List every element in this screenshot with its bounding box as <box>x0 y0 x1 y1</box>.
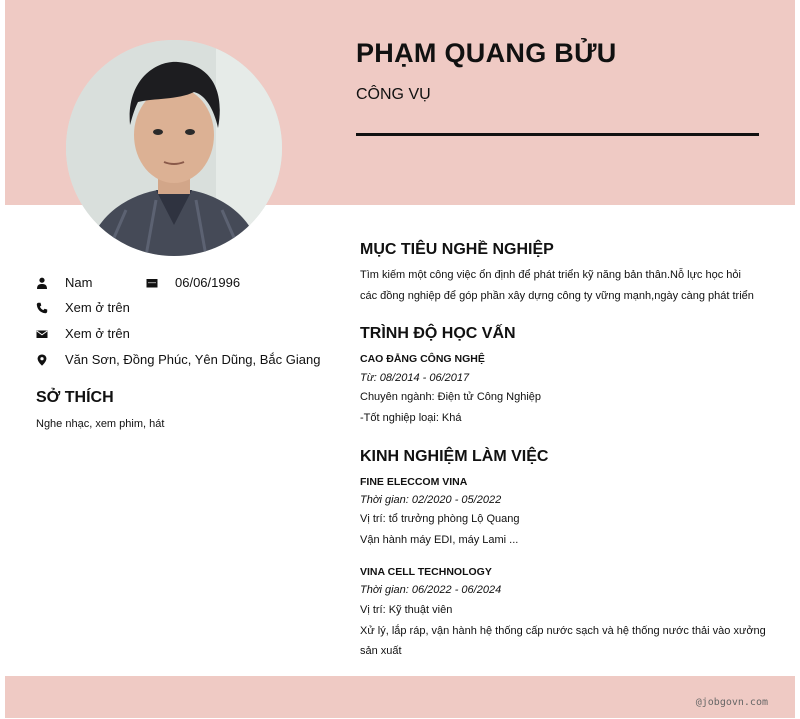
job-company: FINE ELECCOM VINA <box>360 476 468 488</box>
address-row <box>36 352 320 367</box>
profile-photo <box>66 40 282 256</box>
hobbies-text: Nghe nhạc, xem phim, hát <box>36 418 165 430</box>
email-value: Xem ở trên <box>65 326 130 341</box>
objective-heading: MỤC TIÊU NGHỀ NGHIỆP <box>360 241 554 258</box>
calendar-icon <box>146 276 168 290</box>
hobbies-heading: SỞ THÍCH <box>36 389 114 406</box>
header-divider <box>356 133 759 136</box>
education-major: Chuyên ngành: Điện tử Công Nghiệp <box>360 391 542 403</box>
phone-icon <box>36 301 58 315</box>
education-heading: TRÌNH ĐỘ HỌC VẤN <box>360 325 516 342</box>
job-description-continued: sản xuất <box>360 645 402 657</box>
map-pin-icon <box>36 353 58 367</box>
job-period: Thời gian: 02/2020 - 05/2022 <box>360 494 502 506</box>
gender-value: Nam <box>65 275 93 290</box>
objective-line-1: Tìm kiếm một công việc ổn định để phát triển kỹ năng bản thân.Nỗ lực học hỏi <box>360 269 741 281</box>
job-description: Vận hành máy EDI, máy Lami ... <box>360 534 519 546</box>
email-row <box>36 326 130 341</box>
birthdate-row <box>146 275 240 290</box>
person-icon <box>36 276 58 290</box>
education-school: CAO ĐẲNG CÔNG NGHỆ <box>360 353 485 365</box>
job-position: Vị trí: Kỹ thuật viên <box>360 604 453 616</box>
job-period: Thời gian: 06/2022 - 06/2024 <box>360 584 502 596</box>
footer-band <box>5 676 795 718</box>
phone-row <box>36 300 130 315</box>
job-position: Vị trí: tổ trưởng phòng Lộ Quang <box>360 513 520 525</box>
education-grade: -Tốt nghiệp loại: Khá <box>360 412 462 424</box>
job-company: VINA CELL TECHNOLOGY <box>360 566 492 578</box>
address-value: Văn Sơn, Đồng Phúc, Yên Dũng, Bắc Giang <box>65 352 321 367</box>
candidate-title: CÔNG VỤ <box>356 86 431 103</box>
profile-photo-illustration <box>66 40 282 256</box>
candidate-name: PHẠM QUANG BỬU <box>356 38 617 68</box>
education-period: Từ: 08/2014 - 06/2017 <box>360 372 470 384</box>
job-description: Xử lý, lắp ráp, vận hành hệ thống cấp nước sạch và hệ thống nước thải vào xưởng <box>360 625 766 637</box>
objective-line-2: các đồng nghiệp để góp phần xây dựng công ty vững mạnh,ngày càng phát triển <box>360 290 754 302</box>
gender-row <box>36 275 92 290</box>
phone-value: Xem ở trên <box>65 300 130 315</box>
footer-brand: @jobgovn.com <box>695 697 768 708</box>
experience-heading: KINH NGHIỆM LÀM VIỆC <box>360 448 549 465</box>
birthdate-value: 06/06/1996 <box>175 275 241 290</box>
envelope-icon <box>36 327 58 341</box>
